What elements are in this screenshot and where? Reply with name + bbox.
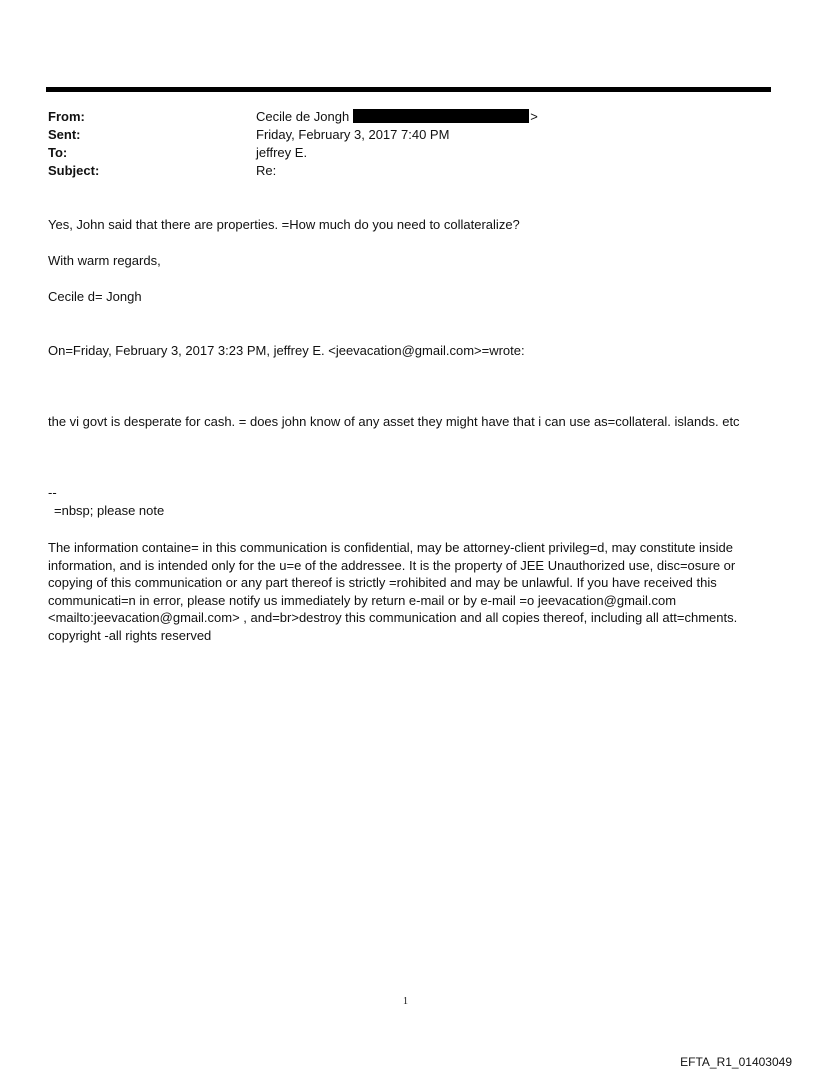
subject-label: Subject: bbox=[48, 163, 100, 178]
page-number: 1 bbox=[403, 996, 408, 1007]
subject-row bbox=[48, 162, 748, 180]
body-paragraph-reply: Yes, John said that there are properties. =How much do you need to collateralize? bbox=[48, 217, 520, 232]
subject-value: Re: bbox=[256, 163, 277, 178]
signature-separator: -- bbox=[48, 485, 57, 500]
from-suffix: > bbox=[530, 109, 538, 124]
to-label: To: bbox=[48, 145, 68, 160]
quoted-message: the vi govt is desperate for cash. = does john know of any asset they might have that i can use as=collateral. islands. etc bbox=[48, 414, 740, 429]
sent-label: Sent: bbox=[48, 127, 81, 142]
please-note: =nbsp; please note bbox=[54, 503, 165, 518]
email-header bbox=[48, 108, 748, 180]
from-value bbox=[256, 108, 748, 126]
to-row bbox=[48, 144, 748, 162]
quoted-header: On=Friday, February 3, 2017 3:23 PM, jeffrey E. <jeevacation@gmail.com>=wrote: bbox=[48, 343, 525, 358]
header-rule bbox=[46, 87, 771, 92]
sent-row bbox=[48, 126, 748, 144]
body-signature: Cecile d= Jongh bbox=[48, 289, 142, 304]
bates-number: EFTA_R1_01403049 bbox=[680, 1055, 792, 1069]
from-label: From: bbox=[48, 109, 85, 124]
confidentiality-notice: The information containe= in this communication is confidential, may be attorney-client privileg=d, may constitute inside information, and is intended only for the u=e of the addressee. It is the property of JEE Unauthorized use, disc=osure or copying of this communication or any part thereof is strictly =rohibited and may be unlawful. If you have received this communicati=n in error, please notify us immediately by return e-mail or by e-mail =o jeevacation@gmail.com <mailto:jeevacation@gmail.com> , and=br>destroy this communication and all copies thereof, including all att=chments. copyright -all rights reserved bbox=[48, 540, 738, 643]
from-name: Cecile de Jongh bbox=[256, 109, 350, 124]
to-value: jeffrey E. bbox=[256, 145, 308, 160]
from-row bbox=[48, 108, 748, 126]
sent-value: Friday, February 3, 2017 7:40 PM bbox=[256, 127, 450, 142]
redaction-block bbox=[353, 109, 529, 123]
body-closing: With warm regards, bbox=[48, 253, 161, 268]
